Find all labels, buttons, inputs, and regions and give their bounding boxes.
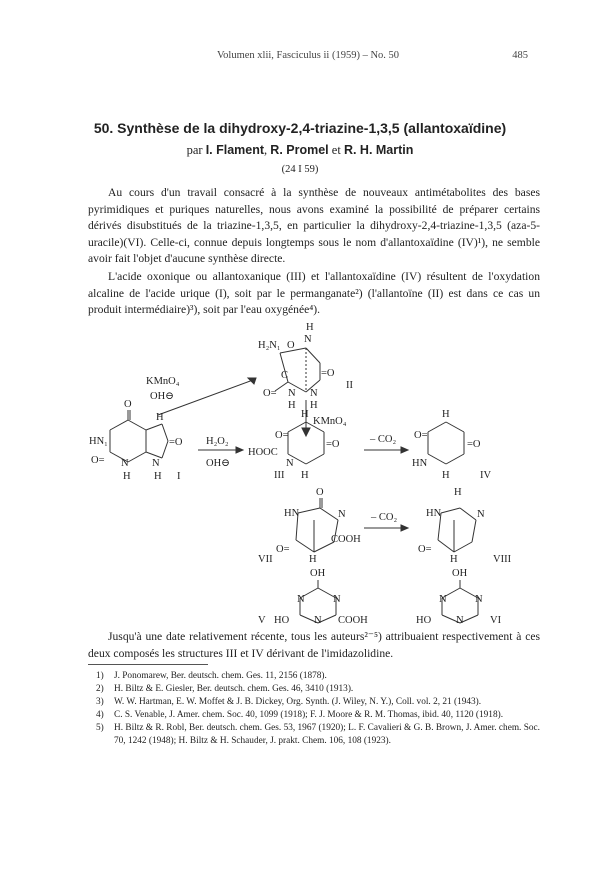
author-1: I. Flament	[205, 143, 265, 157]
paragraph-intro: Au cours d'un travail consacré à la synthèse de nouveaux antimétabolites des bases pyrimidiques et puriques naturelles, nous avons examiné la possibilité de préparer certains dérivés disubstitués de la triazine-1,3,5, en particulier la dihydroxy-2,4-triazine-1,3,5 (aza-5-uracile)(VI). Celle-ci, connue depuis longtemps sous le nom d'allantoxaïdine (IV)¹), ne semble avoir fait l'objet d'aucune synthèse directe.	[88, 186, 540, 266]
paragraph-oxidation: L'acide oxonique ou allantoxanique (III) et l'allantoxaïdine (IV) résultent de l'oxydation alcaline de l'acide urique (I), soit par le permanganate²) (l'allantoïne (II) est dans ce cas un produit intermédiaire)³), soit par l'eau oxygénée⁴).	[88, 270, 540, 317]
v-ho: HO	[274, 615, 290, 625]
ii-h-br: H	[310, 400, 318, 411]
v-n-right: N	[333, 594, 341, 605]
i-n-bottom-right: N	[152, 458, 160, 469]
iii-o-left: O=	[275, 430, 289, 441]
iii-eq-o: =O	[326, 439, 340, 450]
viii-h-top: H	[454, 487, 462, 498]
iii-h-bottom: H	[301, 470, 309, 481]
ii-h2n1: H₂N₁	[258, 340, 281, 351]
i-h-br: H	[154, 471, 162, 482]
label-vi: VI	[490, 615, 502, 625]
vii-cooh: COOH	[331, 534, 361, 545]
author-2: R. Promel	[270, 143, 329, 157]
i-n-bottom: N	[121, 458, 129, 469]
reaction-scheme	[88, 320, 540, 625]
i-hn1: HN₁	[89, 436, 108, 447]
label-i: I	[177, 471, 181, 482]
iii-n: N	[286, 458, 294, 469]
i-h-top: H	[156, 412, 164, 423]
article-title: 50. Synthèse de la dihydroxy-2,4-triazine-1,3,5 (allantoxaïdine)	[93, 120, 507, 136]
footnotes	[88, 670, 540, 748]
vi-n-bottom: N	[456, 615, 464, 625]
v-n-left: N	[297, 594, 305, 605]
iv-h-top: H	[442, 409, 450, 420]
reagent-kmno4-a: KMnO₄	[146, 376, 180, 387]
running-title: Volumen xlii, Fasciculus ii (1959) – No. 50	[216, 50, 400, 61]
iv-h-bottom: H	[442, 470, 450, 481]
footnote-4: 4) C. S. Venable, J. Amer. chem. Soc. 40, 1099 (1918); F. J. Moore & R. M. Thomas, ibid. 40, 1120 (1918).	[96, 710, 504, 720]
footnote-1: 1) J. Ponomarew, Ber. deutsch. chem. Ges. 11, 2156 (1878).	[96, 671, 327, 681]
viii-o-left: O=	[418, 544, 432, 555]
iv-eq-o: =O	[467, 439, 481, 450]
vi-ho: HO	[416, 615, 432, 625]
vii-o-left: O=	[276, 544, 290, 555]
reaction-scheme-svg	[88, 320, 540, 625]
vii-hn: HN	[284, 508, 300, 519]
iii-hooc: HOOC	[248, 447, 278, 458]
ii-n-top: N	[304, 334, 312, 345]
label-iii: III	[274, 470, 285, 481]
reagent-oh-a: OH⊖	[150, 391, 174, 402]
label-vii: VII	[258, 554, 273, 565]
iv-hn: HN	[412, 458, 428, 469]
author-3: R. H. Martin	[343, 143, 414, 157]
loss-co2-a: – CO₂	[370, 434, 397, 445]
page-number: 485	[512, 50, 528, 61]
received-date: (24 I 59)	[281, 164, 319, 175]
ii-eq-o: =O	[321, 368, 335, 379]
ii-c: C	[281, 370, 289, 381]
vii-h-bottom: H	[309, 554, 317, 565]
v-n-bottom: N	[314, 615, 322, 625]
byline-par: par	[186, 143, 203, 157]
footnote-3: 3) W. W. Hartman, E. W. Moffet & J. B. Dickey, Org. Synth. (J. Wiley, N. Y.), Coll. vol. 2, 21 (1943).	[96, 697, 482, 707]
reagent-kmno4-b: KMnO₄	[313, 416, 347, 427]
vii-n-right: N	[338, 509, 346, 520]
ii-o: O	[287, 340, 295, 351]
i-o-top: O	[124, 399, 132, 410]
label-v: V	[258, 615, 266, 625]
reagent-h2o2: H₂O₂	[206, 436, 229, 447]
viii-n-right: N	[477, 509, 485, 520]
iii-h-top: H	[301, 409, 309, 420]
footnote-5: 5) H. Biltz & R. Robl, Ber. deutsch. chem. Ges. 53, 1967 (1920); L. F. Cavalieri & G. B. Brown, J. Amer. chem. Soc. 70, 1242 (1948); H. Biltz & H. Schauder, J. prakt. Chem. 106, 108 (1923).	[96, 723, 540, 746]
i-eq-o: =O	[169, 437, 183, 448]
ii-o-left: O=	[263, 388, 277, 399]
vii-o-top: O	[316, 487, 324, 498]
footnote-2: 2) H. Biltz & E. Giesler, Ber. deutsch. chem. Ges. 46, 3410 (1913).	[96, 684, 354, 694]
author-separator: ,	[264, 143, 268, 157]
label-iv: IV	[480, 470, 492, 481]
label-ii: II	[346, 380, 353, 391]
v-oh: OH	[310, 568, 326, 579]
viii-h-bottom: H	[450, 554, 458, 565]
v-cooh: COOH	[338, 615, 368, 625]
loss-co2-b: – CO₂	[371, 512, 398, 523]
vi-n-left: N	[439, 594, 447, 605]
byline-et: et	[331, 143, 341, 157]
byline	[60, 143, 540, 158]
ii-h-top: H	[306, 322, 314, 333]
paragraph-structures: Jusqu'à une date relativement récente, tous les auteurs²⁻⁵) attribuaient respectivement à ces deux composés les structures III et IV dérivant de l'imidazolidine.	[88, 630, 540, 660]
i-o-left: O=	[91, 455, 105, 466]
ii-n-bottom: N	[288, 388, 296, 399]
i-h-bl: H	[123, 471, 131, 482]
ii-n-bottom-right: N	[310, 388, 318, 399]
label-viii: VIII	[493, 554, 512, 565]
reagent-oh-b: OH⊖	[206, 458, 230, 469]
vi-oh: OH	[452, 568, 468, 579]
ii-h-bl: H	[288, 400, 296, 411]
iv-o-left: O=	[414, 430, 428, 441]
vi-n-right: N	[475, 594, 483, 605]
viii-hn: HN	[426, 508, 442, 519]
footnote-rule	[88, 664, 208, 665]
